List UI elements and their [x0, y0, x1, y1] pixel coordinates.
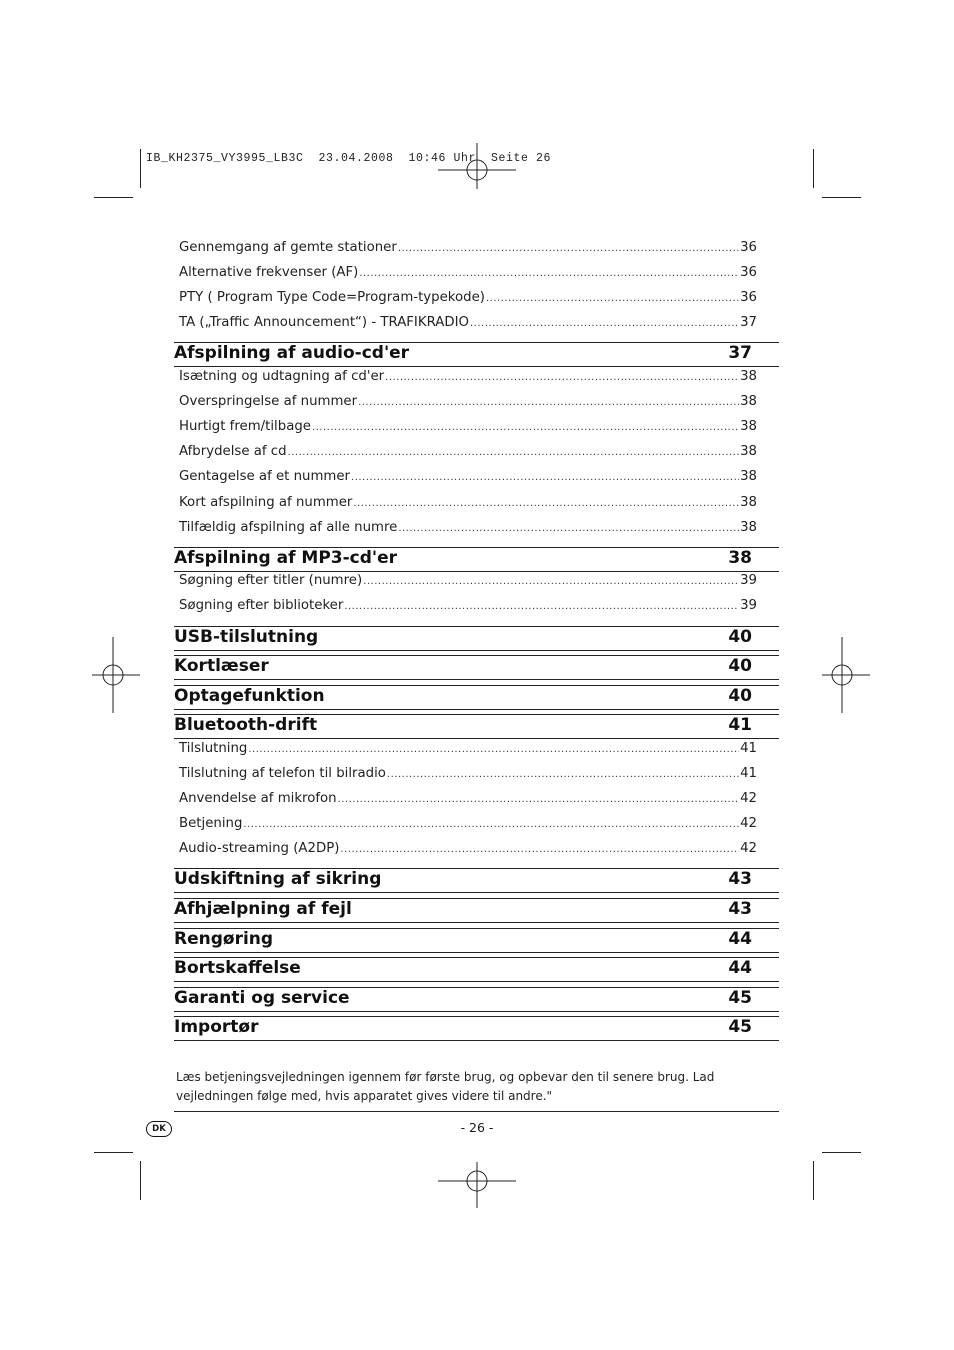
toc-section [174, 958, 779, 982]
registration-mark-icon [437, 1141, 517, 1221]
toc-entry [179, 766, 779, 786]
toc-entry [179, 419, 779, 439]
toc-entry-page: 38 [740, 519, 757, 535]
toc-section [174, 899, 779, 923]
toc-section [174, 715, 779, 739]
section-rule [174, 922, 779, 923]
dot-leader [398, 523, 739, 534]
toc-entry-title: Tilslutning af telefon til bilradio [179, 766, 386, 781]
toc-section-title: Afhjælpning af fejl [174, 899, 352, 919]
section-rule [174, 738, 779, 739]
toc-entry [179, 791, 779, 811]
dot-leader [312, 422, 739, 433]
toc-entry-title: Isætning og udtagning af cd'er [179, 369, 385, 384]
toc-section [174, 627, 779, 651]
toc-entry [179, 841, 779, 861]
section-rule [174, 650, 779, 651]
toc-entry-page: 42 [740, 791, 757, 807]
toc-section [174, 548, 779, 572]
dot-leader [486, 293, 739, 304]
section-rule [174, 366, 779, 367]
toc-entry-title: Søgning efter titler (numre) [179, 573, 363, 589]
toc-entry-page: 41 [740, 766, 757, 781]
toc-section-title: USB-tilslutning [174, 626, 319, 647]
toc-section [174, 656, 779, 680]
toc-entry-page: 38 [740, 444, 757, 460]
usage-note: Læs betjeningsvejledningen igennem før første brug, og opbevar den til senere brug. Lad vejledningen følge med, hvis apparatet gives videre til andre." [176, 1070, 715, 1103]
toc-section-page: 43 [728, 899, 752, 919]
section-rule [174, 892, 779, 893]
toc-entry-page: 36 [740, 265, 757, 281]
page-number: - 26 - [460, 1120, 494, 1135]
toc-section-page: 40 [728, 626, 752, 647]
crop-mark [94, 1152, 133, 1153]
toc-entry-page: 38 [740, 419, 757, 435]
toc-entry [179, 469, 779, 489]
toc-section-page: 43 [728, 869, 752, 890]
crop-mark [822, 197, 861, 198]
toc-section-title: Bortskaffelse [174, 958, 301, 979]
toc-entry [179, 265, 779, 285]
crop-mark [140, 149, 141, 188]
toc-entry-title: Audio-streaming (A2DP) [179, 841, 340, 857]
dot-leader [340, 844, 739, 855]
toc-entry [179, 816, 779, 836]
dot-leader [359, 268, 739, 279]
toc-entry-title: Hurtigt frem/tilbage [179, 419, 311, 435]
toc-entry-title: Alternative frekvenser (AF) [179, 265, 359, 281]
section-rule [174, 1011, 779, 1012]
toc-entry-page: 36 [740, 240, 757, 255]
dot-leader [363, 576, 739, 587]
toc-section-title: Bluetooth-drift [174, 715, 318, 736]
dot-leader [288, 447, 740, 458]
toc-entry [179, 520, 779, 540]
crop-mark [813, 149, 814, 188]
print-header: IB_KH2375_VY3995_LB3C 23.04.2008 10:46 Uhr Seite 26 [146, 152, 552, 165]
toc-section-page: 37 [728, 343, 752, 364]
toc-entry [179, 290, 779, 310]
toc-entry [179, 240, 779, 260]
crop-mark [813, 1161, 814, 1200]
dot-leader [470, 318, 739, 329]
toc-entry-title: Gennemgang af gemte stationer [179, 240, 397, 255]
toc-section [174, 1017, 779, 1041]
dot-leader [358, 397, 739, 408]
toc-entry [179, 315, 779, 335]
toc-section-page: 41 [728, 715, 752, 736]
toc-entry-page: 39 [740, 573, 757, 589]
registration-mark-icon [92, 635, 142, 715]
toc-entry-page: 38 [740, 394, 757, 410]
dot-leader [385, 372, 739, 383]
toc-entry-page: 37 [740, 315, 757, 331]
toc-entry [179, 598, 779, 618]
crop-mark [140, 1161, 141, 1200]
dot-leader [353, 498, 739, 509]
toc-section-title: Optagefunktion [174, 685, 325, 706]
toc-entry-title: Tilfældig afspilning af alle numre [179, 519, 398, 535]
toc-entry-page: 42 [740, 841, 757, 857]
toc-section-title: Garanti og service [174, 987, 350, 1008]
toc-section-page: 38 [728, 547, 752, 568]
toc-entry-title: Gentagelse af et nummer [179, 469, 351, 485]
toc-entry [179, 369, 779, 389]
toc-entry-title: PTY ( Program Type Code=Program-typekode) [179, 290, 485, 306]
section-rule [174, 709, 779, 710]
dot-leader [398, 243, 739, 254]
toc-entry-title: TA („Traffic Announcement“) - TRAFIKRADIO [179, 315, 469, 331]
dot-leader [351, 472, 739, 483]
registration-mark-icon [437, 130, 517, 210]
toc-section-page: 44 [728, 958, 752, 979]
registration-mark-icon [820, 635, 870, 715]
toc-section-title: Afspilning af audio-cd'er [174, 343, 410, 364]
dot-leader [344, 601, 739, 612]
toc-section [174, 343, 779, 367]
section-rule [174, 952, 779, 953]
toc-entry [179, 495, 779, 515]
toc-entry-page: 42 [740, 816, 757, 832]
toc-entry-page: 38 [740, 369, 757, 384]
toc-section [174, 929, 779, 953]
toc-section [174, 869, 779, 893]
section-rule [174, 571, 779, 572]
toc-section-title: Kortlæser [174, 656, 269, 677]
toc-entry-page: 41 [740, 740, 757, 756]
section-rule [174, 1040, 779, 1041]
toc-entry-title: Kort afspilning af nummer [179, 494, 353, 510]
toc-section-title: Udskiftning af sikring [174, 869, 382, 890]
toc-entry [179, 741, 779, 761]
toc-entry-title: Anvendelse af mikrofon [179, 791, 337, 807]
dot-leader [248, 744, 739, 755]
toc-section-page: 40 [728, 685, 752, 706]
toc-entry-title: Afbrydelse af cd [179, 444, 287, 460]
toc-entry-page: 38 [740, 494, 757, 510]
crop-mark [94, 197, 133, 198]
toc-entry-title: Betjening [179, 816, 243, 832]
dot-leader [243, 819, 739, 830]
footer-divider [174, 1111, 779, 1112]
toc-section-page: 45 [728, 987, 752, 1008]
toc-entry-title: Overspringelse af nummer [179, 394, 358, 410]
toc-section-page: 40 [728, 656, 752, 677]
toc-entry-page: 36 [740, 290, 757, 306]
toc-section-page: 44 [728, 928, 752, 949]
toc-entry [179, 573, 779, 593]
section-rule [174, 981, 779, 982]
toc-section-title: Afspilning af MP3-cd'er [174, 547, 398, 568]
toc-section-title: Importør [174, 1017, 259, 1038]
toc-entry [179, 394, 779, 414]
dot-leader [387, 769, 739, 780]
toc-entry [179, 444, 779, 464]
toc-entry-page: 38 [740, 469, 757, 485]
dot-leader [338, 794, 739, 805]
toc-entry-title: Søgning efter biblioteker [179, 598, 344, 614]
toc-section [174, 988, 779, 1012]
crop-mark [822, 1152, 861, 1153]
toc-entry-page: 39 [740, 598, 757, 614]
toc-section-title: Rengøring [174, 928, 274, 949]
section-rule [174, 679, 779, 680]
language-badge: DK [146, 1121, 172, 1137]
toc-section [174, 686, 779, 710]
toc-entry-title: Tilslutning [179, 740, 248, 756]
toc-section-page: 45 [728, 1017, 752, 1038]
